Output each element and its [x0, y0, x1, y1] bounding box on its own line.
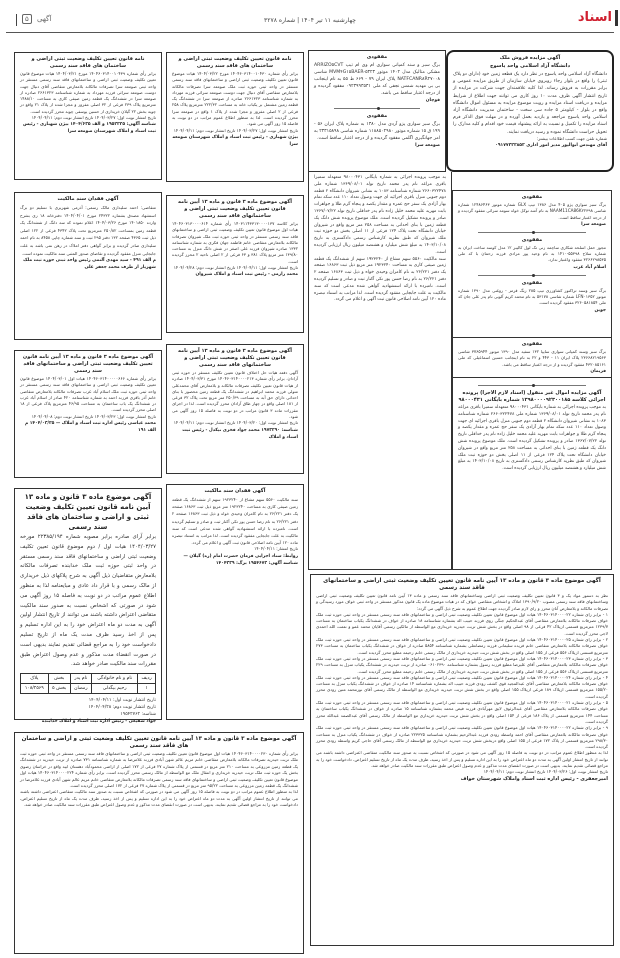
- ad-title: نامه قانون تعیین تکلیف وضعیت ثبتی اراضی و ساختمان های فاقد سند رسمی: [178, 56, 292, 69]
- ad-signature: روابط: ستاد اجرایی فرمان حضرت امام (ره) گیلان — شناسه آگهی: ۱۹۵۴۶۷۳ برگ: ۱۴۰۴۳۳۹: [183, 553, 298, 566]
- ad-col3-3: [166, 344, 304, 474]
- col-header: بخش: [48, 674, 70, 684]
- ad-body: آگهی دفعه هیات حل اختلاف قانون تعیین تکلیف مستقر در حوزه ثبتی آزادان. برابر رأی شماره ۱۴۰۴۶۰۳۱۴۰۰۰۰۲۱۳ مورخ ۱۴۰۴/۰۳/۳۱ صادره از هیات قانون تعیین تکلیف تصرفات مالکانه و بلامعارض آقای محمدعلی متولی فرزند محمد ابراهیم در ششدانگ یک قطعه زمین محصور با بنای احداثی دارای حق آبه به مساحت ۲۵۰/۳۹ متر مربع تحت پلاک ۳۲ فرعی از ۱۸۱ اصلی واقع در چهار طاق آزادان محرز گردیده است. لذا در اجرای مقررات ماده ۳ قانون مراتب در دو نوبت به فاصله ۱۵ روز آگهی می شود.: [172, 370, 299, 420]
- ad-sale-auction: [446, 50, 614, 172]
- ad-title: آگهی مزایده فروش ملک: [499, 55, 561, 61]
- ad-title: آگهی موضوع ماده ۳ قانون و ماده ۱۳ آیین نامه قانون تعیین تکلیف وضعیت ثبتی اراضی و ساختمانهای فاقد سند رسمی: [178, 348, 292, 368]
- col-header: نام و نام خانوادگی: [92, 674, 138, 684]
- date-first: تاریخ انتشار نوبت اول: ۱۴۰۴/۰۴/۱۱: [88, 698, 156, 704]
- notice-place: صومعه سرا: [415, 143, 440, 148]
- ad-signature: محمد رازمی - رئیس ثبت اسناد و املاک شیروان: [195, 272, 298, 278]
- ad-col4-3: [14, 350, 162, 478]
- notice-place: صومعه سرا: [581, 221, 606, 227]
- col-header: ردیف: [138, 674, 156, 684]
- ad-body: برابر کلاسه ۱۴۰۳۱۱۴۳۳۱۳۰۰۰۰۱۳۷ رأی شماره ۱۴۰۴۶۰۳۱۳۰۰۰۰۶۱۴ هیات اول موضوع قانون تعیین تکلیف وضعیت ثبتی اراضی و ساختمانهای فاقد سند رسمی مستقر در واحد ثبتی حوزه ثبت ملک شیروان تصرفات مالکانه بلامعارض متقاضی خانم فاطمه جهان فکری به شماره شناسنامه ۱۳۳۲ صادره شیروان فرزند علی اصغر در شش دانگ منزل به مساحت ۱۳۹/۸۰ متر مربع پلاک ۳۸۱ و ۶۳ فرعی از ۲ اصلی ناحیه ۲ محرز گردیده است.: [172, 221, 298, 264]
- contact-label: شماره تلفن جهت کسب اطلاعات بیشتر:: [536, 135, 607, 141]
- ruling-item: ۲ - برابر رای شماره ۱۴۰۴۶۰۳۱۴۰۰۰۰۲۵ هیات اول موضوع قانون تعیین تکلیف وضعیت ثبتی اراضی و ساختمانهای فاقد سند رسمی مستقر در واحد ثبتی حوزه ثبت ملک خواف تصرفات مالکانه بلامعارض متقاضی خانم فریده سلیمانی فرزند رمضانعلی بشماره شناسنامه ۵۸۵۴ صادره از خواف در ششدانگ یکباب ساختمان به مساحت ۲۷۳ مترمربع قسمتی ازپلاک ۵۵۶ فرعی از ۱۵۵ اصلی واقع در بخش شش تربت حیدریه خریداری از مالک رسمی خانم رحیمه مطیع محرز گردیده است.: [316, 637, 608, 655]
- ad-subtitle: دانشگاه آزاد اسلامی واحد یاسوج: [489, 63, 571, 69]
- page-header: [0, 0, 620, 30]
- cell: رمضان: [70, 684, 91, 694]
- ad-dates: تاریخ انتشار نوبت اول: ۱۴۰۴/۰۳/۲۷ تاریخ انتشار نوبت دوم: ۱۴۰۴/۰۴/۱۱: [31, 115, 156, 121]
- ruling-item: ۳ - برابر رای شماره ۱۴۰۴۶۰۳۱۴۰۰۰۰۲۳ هیات اول موضوع قانون تعیین تکلیف وضعیت ثبتی اراضی و ساختمانهای فاقد سند رسمی مستقر در واحد ثبتی حوزه ثبت ملک خواف تصرفات مالکانه بلامعارض متقاضی آقای علیرضا مطیع فرزند رسول بشماره شناسنامه ۰۶۱۰۲۳۹۰ صادره از تربت حیدریه در ششدانگ یکباب منزل به مساحت ۲۲۹ مترمربع قسمتی ازپلاک ۵۵۶ فرعی از ۱۵۵ اصلی واقع در بخش شش تربت حیدریه خریداری از مالک رسمی خانم رحیمه مطیع محرز گردیده است.: [316, 655, 608, 674]
- notice-title: مفقودی: [521, 341, 543, 347]
- notice-place: جوین: [594, 307, 606, 313]
- lost-notice: [458, 237, 606, 271]
- ad-body: دانشگاه آزاد اسلامی واحد یاسوج در نظر دارد یک قطعه زمین خود (دارای دو پلاک ثبتی) را واقع در بلوار رجاء روبروی خیابان سازمان از طریق مزایده عمومی و برابر مقررات به فروش رساند. لذا کلیه علاقمندان جهت شرکت در مزایده از تاریخ انتشار آگهی ظرف مدت ۱۰ روز کاری می توانند جهت اطلاع از شرایط مزایده و دریافت اسناد مزایده و رویت موضوع مزایده به مسئول اموال دانشگاه واقع در بلوار - کیلومتر ۵ جاده سی سخت - ساختمان مدیریت دانشگاه آزاد اسلامی واحد یاسوج مراجعه و بازدید بعمل آورده و در مهلت فوق الذکر فرم اسناد مزایده را تکمیل و نسبت به ارائه پیشنهاد قیمت خود اقدام و کلیه مدارک را تحویل حراست دانشگاه نموده و رسید دریافت نمایند.: [453, 72, 608, 135]
- contact-info: آقای مهندس ابوالپور مدیر امور اداری ۰۹۱۷۷۲۲۲۸۵۲: [495, 143, 607, 149]
- ad-dates: تاریخ انتشار نوبت اول: ۱۴۰۴/۰۴/۱۱ تاریخ انتشار نوبت دوم: ۱۴۰۴/۰۴/۲۸: [173, 265, 298, 271]
- header-divider: [6, 32, 614, 33]
- ad-table-notice: [14, 488, 162, 725]
- logo-bar: [615, 10, 618, 26]
- lost-docs-group-1: [452, 190, 612, 338]
- cell: بخش ۵: [48, 684, 70, 694]
- ad-signature: م الف ۴۹۱ - سید مهدی آلتمی رئیس واحد ثبتی حوزه ثبت ملک شهریار از طرف محمد جعفر علی: [23, 258, 156, 271]
- ad-signature: شناسه: ۱۹۷۳۲۹۰ محمد جواد فخری نیکدل - رئیس ثبت اسناد و املاک: [182, 427, 298, 440]
- ad-dates: تاریخ انتشار نوبت اول: ۱۴۰۴/۰۳/۲۳ تاریخ انتشار نوبت دوم: ۱۴۰۴/۰۴/۰۸: [31, 413, 156, 419]
- ad-dates: تاریخ انتشار نوبت اول: ۱۴۰۴/۰۳/۲۶ تاریخ انتشار نوبت دوم: ۱۴۰۴/۰۴/۱۱: [483, 769, 608, 775]
- ad-closing: لذا به منظور اطلاع عموم مراتب در دو نوبت به فاصله ۱۵ روز آگهی می شود در صورتی که اشخاص نسبت به صدور سند مالکیت متقاضی اعتراضی داشته باشند می توانند از تاریخ انتشار اولین آگهی به مدت دو ماه اعتراض خود را به این اداره تسلیم و پس از اخذ رسید، ظرف مدت یک ماه از تاریخ تسلیم اعتراض، دادخواست خود را به مراجع قضائی تقدیم نمایند. بدیهی است در صورت انقضای مدت مذکور و عدم وصول اعتراض طبق مقررات سند مالکیت صادر خواهد شد.: [316, 750, 608, 769]
- notice-title: مفقودی: [366, 54, 388, 60]
- cell: ۱۰۸/۲۵۶۹: [21, 684, 49, 694]
- ad-col3-4: [166, 484, 304, 720]
- ad-body-continued: سند مالکیت ۵۵۶۰ سهم مشاع از ۱۹۲۳۲۴۰ سهم از ششدانگ یک قطعه زمین صیفی کاری به مساحت ۱۹۲۳۲۴۰ متر مربع ذیل ثبت ۱۶۸۶۳ صفحه یک دفتر ۲۶/۲۲۱ به نام کامران وحیدی خواه و ذیل ثبت ۱۶۸۶۳ صفحه ۲ دفتر ۲۶/۲۲۱ به نام رضا حسن پور تکی آکنار ثبت و صادر و تسلیم گردیده است. نامبرده با ارائه استشهادیه گواهی شده مدعی است که سند مالکیت به علت جابجایی مفقود گردیده است. لذا مراتب به استناد تبصره ماده ۱۲۰ آیین نامه اصلاحی قانون ثبت آگهی و اعلام می گردد.: [314, 256, 447, 303]
- ad-title: آگهی موضوع ماده ۳ قانون و ماده ۱۳ آیین نامه قانون تعیین تکلیف وضعیت ثبتی اراضی و ساختمانهای فاقد سند رسمی: [323, 578, 601, 591]
- col-header: نام پدر: [70, 674, 91, 684]
- ad-title: آگهی مزایده اموال غیر منقول (اسناد لازم الاجرا) پرونده اجرائی کلاسه ۱۳۹۸۰۰۰۰۹۲۳۰۰۱۸۵ شماره بایگانی ۹۸۰۰۰۴۳۱: [458, 390, 606, 403]
- ad-dates: تاریخ انتشار نوبت اول: ۱۴۰۴/۰۳/۲۰ تاریخ انتشار نوبت دوم: ۱۴۰۴/۰۴/۱۱: [173, 420, 298, 426]
- notice-body: مجوز حمل اسلحه شکاری ساچمه زنی تک لول کالیبر ۱۲ مدل کوسه ساخت ایران به شماره سلاح ۵۵۳۹۸-۱۴۱۰ به نام وحید پور مرادی فرزند رحمان با کد ملی ۳۲۶۶۲۹۸۵۳۵ مفقود واعتبار ندارد.: [458, 244, 607, 263]
- ad-bottom-left: [14, 732, 304, 954]
- ad-body: برابر رأی شماره ۱۴۰۴۶۰۳۱۴۰۰۱۰۴۳۰ مورخ ۱۴۰۴/۰۳/۲۲ هیات موضوع قانون تعیین تکلیف وضعیت ثبتی اراضی و ساختمانهای فاقد سند رسمی مستقر در واحد ثبتی حوزه ثبت ملک صومعه سرا تصرفات مالکانه بلامعارض متقاضی آقای دنیال جهت دوست صومعه سرائی فرزند مهرداد به شماره شناسنامه ۲۶۶۱۳۲۳ صادره از صومعه سرا در ششدانگ یک قطعه زمین مشتمل بر یکباب خانه به مساحت ۲۲۲/۳۲ مترمربع پلاک ۲۵۸ فرعی از ۲ اصلی مفروز و مجزا شده از پلاک ۱ واقع در صومعه سرا محرز گردیده است. لذا به منظور اطلاع عموم مراتب در دو نوبت به فاصله ۱۵ روز آگهی می شود.: [172, 71, 299, 127]
- ad-continuation: [308, 172, 452, 570]
- notice-place: قوچان: [425, 98, 440, 103]
- ad-body: برابر آرای صادره برابر مصوبه شماره ۲۲۳۸۵/۱۹۴ مورخه ۱۴۰۴/۰۳/۲۷ هیات اول / دوم موضوع قانون تعیین تکلیف وضعیت ثبتی اراضی و ساختمانهای فاقد سند رسمی مستقر در واحد ثبتی حوزه ثبت ملک خدابنده تصرفات مالکانه بلامعارض متقاضیان ذیل آگهی به شرح پلاکهای ذیل خریداری از مالک رسمی و با قرار داد عادی و مبایعنامه لذا به منظور اطلاع عموم مراتب در دو نوبت به فاصله ۱۵ روز آگهی می شود در صورتی که اشخاص نسبت به صدور سند مالکیت متقاضی اعتراض داشته باشند می توانند از تاریخ انتشار اولین آگهی به مدت دو ماه اعتراض خود را به این اداره تسلیم و پس از اخذ رسید ظرف مدت یک ماه از تاریخ تسلیم دادخواست خود را به مراجع قضائی تقدیم نمایند بدیهی است در صورت انقضاء مدت مذکور و عدم وصول اعتراض طبق مقررات سند مالکیت صادر خواهد شد.: [20, 534, 156, 668]
- page-number: ۵: [22, 14, 32, 24]
- separator: [478, 232, 586, 233]
- ad-title: آگهی موضوع ماده ۳ قانون و ماده ۱۳ آیین نامه قانون تعیین تکلیف وضعیت ثبتی اراضی و ساختمانهای فاقد سند رسمی: [178, 199, 292, 219]
- ad-col4-1: [14, 52, 162, 180]
- ad-intro: نظر به دستور مواد یک و ۳ قانون تعیین تکلیف وضعیت ثبتی اراضی وساختمانهای فاقد سند رسمی و ماده ۱۳ آیین نامه قانون تعیین تکلیف وضعیت ثبتی اراضی وساختمانهای فاقد سند رسمی مصوب ۱۳۹۰/۹/۲۰ املاک و اشخاص متقاضی خواف که در هیات موضوع ماده یک قانون مذکور مستقر در واحد ثبتی خواف مورد رسیدگی و تصرفات مالکانه و بلامعارض آنان محرز و رای لازم صادر گردیده جهت اطلاع عموم به شرح ذیل آگهی می گردد:: [316, 593, 608, 611]
- ad-col4-2: [14, 192, 162, 340]
- ad-title: نامه قانون تعیین تکلیف وضعیت ثبتی اراضی و ساختمان های فاقد سند رسمی: [31, 56, 145, 69]
- ad-body: برابر رأی شماره ۱۴۰۴۶۰۳۱۴۰۰۱۰۴۳۹ مورخ ۱۴۰۴/۰۳/۲۱ هیات موضوع قانون تعیین تکلیف وضعیت ثبتی اراضی و ساختمانهای فاقد سند رسمی مستقر در واحد ثبتی صومعه سرا تصرفات مالکانه بلامعارض متقاضی آقای دنیال جهت دوست صومعه سرائی فرزند مهرداد به شماره شناسنامه ۲۶۶۱۳۲۳ صادره از صومعه سرا در ششدانگ یک قطعه زمین صیفی کاری به مساحت ۱۴۸۸/۱۰ مترمربع پلاک ۲۳۹ فرعی از ۳۲ اصلی مفروز و مجزا شده از پلاک ۲۱ واقع در چوبه بخش ۲۲ گیلان خریداری از حسین یوسفی چوبه محرز گردیده است.: [20, 71, 157, 114]
- notice-title: مفقودی: [521, 194, 543, 200]
- notice-body: برگ سبز وسند تراکتور کشاورزی تیپ ۲۸۵ رنگ قرمز - روغنی مدل ۱۳۹۰ شماره موتور LFN۰۱۳۵۲ شماره شاسی ۵۳۱۷۸ به نام محمد کریم آلویی نام پدر علی جان کد ملی ۳۲۶۰۵۸۱۸۵۴ مفقود گردیده است.: [458, 287, 607, 306]
- lost-docs-group-1b: [452, 338, 612, 378]
- ad-body: برابر رأی شماره ۱۴۰۴۶۰۳۱۴۰۰۰۰۰۶۶۶ هیات اول ۱۴۰۴/۰۳/۰۱ موضوع قانون تعیین تکلیف وضعیت ثبتی اراضی و ساختمانهای فاقد سند رسمی مستقر در واحد ثبتی حوزه ثبت ملک اسلام آباد غرب تصرفات مالکانه بلامعارض متقاضی خانم آذر باقری فرزند احمد به شماره شناسنامه ۴۲۰ صادر از اسلام آباد غرب در ششدانگ یک باب ساختمان به مساحت ۴۶/۹۵ مترمربع پلاک فرعی از ۱۸ اصلی محرز گردیده است.: [20, 376, 157, 413]
- notice-body: برگ سبز و سند کمپانی سواری ام وی ام تیپ ARRIZO۵CVT مشکی متالیک مدل ۱۴۰۲ موتور MVM۴G۱۵BAER-۵۳۲۳ شاسی NATFCANR۸R۲۷۰۰۸ پلاک ایران ۷۹ - ۶۶۹ ط ۵۵ به نام اینجانب بی بی مهدیه شمس نجفی کد ملی ۰۹۲۳۹۹۳۵۳۱ مفقود گردیده و از درجه اعتبار ساقط می باشد.: [314, 63, 440, 96]
- lost-notice: [458, 280, 606, 314]
- ad-dates: تاریخ انتشار: ۱۴۰۴/۰۴/۱۱: [254, 546, 298, 552]
- separator: [478, 275, 586, 276]
- section-label: [22, 14, 51, 24]
- ad-signature: بیژن شهبازی - رئیس ثبت اسناد و املاک شهرستان صومعه سرا: [172, 134, 298, 147]
- ad-signature: محمد عباسی رئیس اداره ثبت اسناد و املاک — ۱۴۰۴/۰۳/۲۵ م الف ۱۹۱: [24, 421, 156, 434]
- notice-body: برگ سبز وسند کمپانی سواری سایپا ۱۳۲ سفید مدل ۱۳۹۰ موتور ۳۷۶۵۹۴۴ شاسی ۲۳۶۶۸۲۱۹۵۶۳ پلاک ایران ۱۱ - ۴۴۳ و ۲۲ به نام اینجانب حسین اسماعیلی کد ملی ۴۳۲۰۸۵۱۶۱ مفقود گردیده و از درجه اعتبار ساقط می باشد.: [458, 349, 606, 367]
- ad-body: به موجب پرونده اجرائی به شماره بایگانی ۹۸۰۰۰۴۳۱ متعهدله سمیرا باقری مراغه نام پدر محمد تاریخ تولد ۱۳۶۹/۰۸/۰۱ شماره ملی ۲۶۶۰۳۲۲۴۷۸ شماره شناسنامه ۱۰۸۳ به نشانی شیروان دانشگاه ۲ قطعه دوم جنوبی منزل باقری اجرائیه ای جهت وصول تعداد ۱۱۰ عدد سکه تمام بهار آزادی یک سفر حج عمره و مقدار یکصد و پنجاه گرم طلا و جواهرات بابت مهریه علیه محمد خلیل زاده نام پدر خداقلی تاریخ تولد ۱۳۶۷/۰۷/۲۲ صادر و پرونده تشکیل گردیده است. ملک موضوع پرونده شش دانگ یک قطعه زمین با بنای احداثی به مساحت ۲۵۸ متر مربع واقع در شیروان خیابان دانشگاه تحت پلاک ۱۲۴ فرعی از ۱۱ اصلی بخش دو حوزه ثبت ملک شیروان که طبق نظریه کارشناس رسمی دادگستری به تاریخ ۱۴۰۳/۱۰/۰۸ به مبلغ شش میلیارد و هشتصد میلیون ریال ارزیابی گردیده است.: [458, 405, 607, 472]
- table-row: [21, 684, 156, 694]
- ad-body: برابر رأی شماره ۱۴۰۴۶۰۳۱۴۰۰۰۰۲۳۰ هیات اول موضوع قانون تعیین تکلیف وضعیت ثبتی اراضی و ساختمانهای فاقد سند رسمی مستقر در واحد ثبتی حوزه ثبت ملک تربت حیدریه تصرفات مالکانه بلامعارض متقاضی خانم مریم عالم شهن آبادی فرزند غلامرضا به شماره شناسنامه ۷۳۱ صادره از تربت حیدریه در ششدانگ یک قطعه زمین مزروعی به مساحت ۲۱۰ متر مربع در قسمتی از پلاک شماره ۲۷ فرعی از ۱۷۲ اصلی از اراضی محمودآباد دهستان ابیه واقع در خراسان رضوی بخش یک حوزه ثبت ملک تربت حیدریه خریداری و انتقال ملک مع الواسطه از مالک رسمی محرز گردیده است. برابر رأی شماره ۱۴۰۴۶۰۳۱۴۰۰۰۰۲۲۴ هیات اول موضوع قانون تعیین تکلیف وضعیت ثبتی اراضی و ساختمانهای فاقد سند رسمی تصرفات مالکانه بلامعارض متقاضی خانم مریم عالم شهن آبادی فرزند غلامرضا در ششدانگ یک قطعه زمین مزروعی به مساحت ۹۵/۲۲ متر مربع در قسمتی از پلاک شماره ۲۷ فرعی از ۱۷۲ اصلی محرز گردیده است.: [20, 751, 299, 789]
- owners-table: [20, 673, 156, 694]
- ad-col3-2: [166, 195, 304, 333]
- ruling-item: ۵ - برابر رای شماره ۱۴۰۴۶۰۳۱۴۰۰۰۰۲۱ هیات اول موضوع قانون تعیین تکلیف وضعیت ثبتی اراضی و ساختمانهای فاقد سند رسمی مستقر در واحد ثبتی حوزه ثبت ملک خواف تصرفات مالکانه بلامعارض متقاضی آقای عبدالرئوف لایق مهرآبادی فرزند فیض محمد بشماره شناسنامه ۱۵ صادره از خواف در ششدانگ یکباب ساختمان به مساحت ۱۴۴ مترمربع قسمتی از پلاک ۱۸۶ فرعی از ۱۵۴ اصلی واقع در بخش شش تربت حیدریه خریداری مع الواسطه از مالک رسمی آقای عبدالصمد عبدالله محرز گردیده است.: [316, 700, 609, 724]
- page-bar: [16, 14, 17, 26]
- newspaper-logo: اسناد: [577, 10, 612, 25]
- date-second: تاریخ انتشار نوبت دوم: ۱۴۰۴/۰۴/۲۸: [88, 705, 156, 711]
- ad-body-continued: به موجب پرونده اجرائی به شماره بایگانی ۹۸۰۰۰۴۳۱ متعهدله سمیرا باقری مراغه نام پدر محمد تاریخ تولد ۱۳۶۹/۰۸/۰۱ شماره ملی ۲۶۶۰۳۲۲۴۷۸ شماره شناسنامه ۱۰۸۳ به نشانی شیروان دانشگاه ۲ قطعه دوم جنوبی منزل باقری اجرائیه ای جهت وصول تعداد ۱۱۰ عدد سکه تمام بهار آزادی یک سفر حج عمره و مقدار یکصد و پنجاه گرم طلا و جواهرات بابت مهریه علیه محمد خلیل زاده نام پدر خداقلی تاریخ تولد ۱۳۶۷/۰۷/۲۲ صادر و پرونده تشکیل گردیده است. ملک موضوع پرونده شش دانگ یک قطعه زمین با بنای احداثی به مساحت ۲۵۸ متر مربع واقع در شیروان خیابان دانشگاه تحت پلاک ۱۲۴ فرعی از ۱۱ اصلی بخش دو حوزه ثبت ملک شیروان که طبق نظریه کارشناس رسمی دادگستری به تاریخ ۱۴۰۳/۱۰/۰۸ به مبلغ شش میلیارد و هشتصد میلیون ریال ارزیابی گردیده است.: [314, 175, 447, 255]
- notice-title: مفقودی: [521, 279, 543, 286]
- ad-signature: جواد شفیعی - رئیس اداره ثبت اسناد و املاک خدابنده: [41, 719, 156, 725]
- notice-id: شناسه: ۱۹۵۴۲۷۶۲: [120, 712, 156, 718]
- notice-title: مفقودی: [366, 113, 388, 119]
- lost-docs-group-2: [308, 50, 446, 172]
- ruling-item: ۹ - برابر رای شماره ۱۴۰۴۶۰۳۱۴۰۰۰۰۲۲ هیات اول موضوع قانون تعیین تکلیف وضعیت ثبتی اراضی و ساختمانهای فاقد سند رسمی مستقر در واحد ثبتی حوزه ثبت ملک خواف تصرفات مالکانه بلامعارض متقاضی آقای احمد واسطه رودی فرزند عبدالرحیم بشماره شناسنامه ۲۲۳۳۲۵ صادره از خواف در ششدانگ یکباب منزل به مساحت ۲۹۸/۳۰ مترمربع قسمتی از پلاک ۱۷۲ فرعی از ۱۵۵ اصلی واقع دربخش شش تربت حیدریه خریداری مع الواسطه از مالک رسمی آقای حاجی کریم واسطه رودی محرز گردیده است.: [316, 725, 608, 750]
- ad-title: آگهی موضوع ماده ۳ قانون و ماده ۱۳ آیین نامه قانون تعیین تکلیف وضعیت ثبتی و اراضی و ساختمان های فاقد سند رسمی: [24, 493, 152, 531]
- separator: [478, 385, 586, 386]
- lost-notice: [458, 194, 606, 228]
- ad-col3-1: [166, 52, 304, 182]
- ad-signature: شناسه آگهی: ۱۹۵۲۲۲۵ و الف ۱۴۰۴/۶۳۵ بیژن شهبازی - رئیس ثبت اسناد و املاک شهرستان صومعه سرا: [22, 122, 156, 135]
- ad-body: سند مالکیت ۵۵۶۰ سهم مشاع از ۱۹۲۳۲۴۰ سهم از ششدانگ یک قطعه زمین صیفی کاری به مساحت ۱۹۲۳۲۴۰ متر مربع ذیل ثبت ۱۶۸۶۳ صفحه یک دفتر ۲۶/۲۲۱ به نام کامران وحیدی خواه و ذیل ثبت ۱۶۸۶۳ صفحه ۲ دفتر ۲۶/۲۲۱ به نام رضا حسن پور تکی آکنار ثبت و صادر و تسلیم گردیده است. نامبرده با ارائه استشهادیه گواهی شده مدعی است که سند مالکیت به علت جابجایی مفقود گردیده است. لذا مراتب به استناد تبصره ماده ۱۲۰ آیین نامه اصلاحی قانون ثبت آگهی و اعلام می گردد.: [172, 497, 298, 546]
- ad-execution-auction: [452, 378, 612, 570]
- ad-signature: امیرجعفری - رئیس اداره ثبت اسناد واملاک شهرستان خواف: [460, 775, 608, 782]
- notice-place: اسلام آباد غرب: [573, 264, 606, 270]
- ad-title: آگهی فقدان سند مالکیت: [204, 488, 266, 494]
- ad-title: آگهی موضوع ماده ۳ قانون و ماده ۱۳ آیین نامه قانون تعیین تکلیف وضعیت ثبتی اراضی و ساختمانهای فاقد سند رسمی: [22, 354, 154, 374]
- cell: رحیم بیگدلی: [92, 684, 138, 694]
- ad-body: متقاضی: احمد سلیدازی مالک رسمی: آذرمی شهریری با تسلیم دو برگ استشهاد مصدق بشماره ۲۴۳۲۲ مورخ ۱۴۰۴/۰۴/۰۱ دفترخانه ۱۸ ری بشرح وارده ۱۴۰۱۸۵۰ مورخ ۱۴۰۴/۰۳/۲۶ اعلام نموده که سه دانگ از ششدانگ یک قطعه زمین بمساحت ۲۵۰/۸۲ مترمربع تحت پلاک ۴۳۴۲ فرعی از ۱۲۲ اصلی ذیل ثبت ۴۳۶۵ صفحه ۱۳۲ دفتر ۲۹۵ ثبت و سند شماره چاپی ۸۴۵۸ به نام احمد سلیدازی صادر گردیده و برابر گواهی دفتر املاک در رهن نمی باشد به علت جابجایی منزل مفقود گردیده و تقاضای صدور المثنی سند مالکیت نموده است.: [20, 205, 156, 256]
- table-header-row: [21, 674, 156, 684]
- ruling-item: ۴ - برابر رای شماره ۱۴۰۴۶۰۳۱۴۰۰۰۰۲۴ هیات اول موضوع قانون تعیین تکلیف وضعیت ثبتی اراضی و ساختمانهای فاقد سند رسمی مستقر در واحد ثبتی حوزه ثبت ملک خواف تصرفات مالکانه بلامعارض متقاضی آقای عبدالمجید قوی کشف رودی فرزند حبیب اله بشماره شناسنامه ۱۴ صادره از خواف در ششدانگ یکباب منزل به مساحت ۱۵۵/۲۰ مترمربع قسمتی ازپلاک ۱۸۹ فرعی ازپلاک ۱۵۵ اصلی واقع در بخش شش تربت حیدریه خریداری مع الواسطه از مالک رسمی آقای نورمحمد متین رودی محرز گردیده است.: [316, 674, 609, 699]
- ad-body-cont: لذا به منظور اطلاع عموم مراتب در دو نوبت به فاصله ۱۵ روز آگهی می شود در صورتی که اشخاص نسبت به صدور سند مالکیت متقاضی اعتراضی داشته باشند می توانند از تاریخ انتشار اولین آگهی به مدت دو ماه اعتراض خود را به این اداره تسلیم و پس از اخذ رسید، ظرف مدت یک ماه از تاریخ تسلیم اعتراض، دادخواست خود را به مراجع قضائی تقدیم نمایند. بدیهی است در صورت انقضای مدت مذکور و عدم وصول اعتراض طبق مقررات سند مالکیت صادر خواهد شد.: [20, 789, 298, 808]
- notice-title: مفقودی: [521, 236, 543, 243]
- notice-place: فریمان: [590, 368, 606, 374]
- ruling-item: ۱ - برابر رای شماره ۱۴۰۴۶۰۳۱۴۰۰۰۰۲۲ هیات اول موضوع قانون تعیین تکلیف وضعیت ثبتی اراضی و ساختمانهای فاقد سند رسمی مستقر در واحد ثبتی حوزه ثبت ملک خواف تصرفات مالکانه بلامعارض متقاضی آقای عبدالحکیم جنگی روی فرزند حبیب اله بشماره شناسنامه ۱۸ صادره از خواف در ششدانگ یکباب ساختمان به مساحت ۱۲۳۹/۷ مترمربع قسمتی ازپلاک ۴۲ فرعی از ۹۸ اصلی واقع در بخش شش تربت حیدریه خریداری مع الواسطه از مالکین رسمی آقایان محمد عمو و نعمت الله احمدی لاجی محرز گردیده است.: [316, 611, 608, 636]
- ad-dates: تاریخ انتشار نوبت اول: ۱۴۰۴/۰۳/۲۷ تاریخ انتشار نوبت دوم: ۱۴۰۴/۰۴/۱۱: [173, 127, 298, 133]
- notice-body: برگ سبز سواری پژو آردی مدل ۱۳۸۰ به شماره پلاک ایران ۵۶ - ۱۹۹ ق ۱۵ شماره موتور ۱۱۸۸۵۰۲۹۸۰ شماره شاسی ۲۳۳۱۵۸۹۸ به امر جهانگیری اگلمی مفقود گردیده و از درجه اعتبار ساقط است.: [314, 122, 440, 141]
- separator: [334, 108, 420, 109]
- issue-info: چهارشنبه ۱۱ تیر ۱۴۰۴ | شماره ۳۲۷۸: [264, 17, 356, 24]
- cell: ۱: [138, 684, 156, 694]
- section-name: آگهی: [37, 15, 52, 23]
- ad-bottom-right: [310, 574, 614, 946]
- ad-title: آگهی موضوع ماده ۳ قانون و ماده ۱۳ آیین نامه قانون تعیین تکلیف وضعیت ثبتی و اراضی و ساختمان های فاقد سند رسمی: [21, 736, 297, 749]
- ad-title: آگهی فقدان سند مالکیت: [57, 196, 119, 202]
- col-header: پلاک: [21, 674, 49, 684]
- notice-body: برگ سبز سواری پژو ۴۰۵ مدل ۱۳۸۶ تیپ GLX شماره موتور ۱۲۴۸۶۴۶۳ شماره شاسی NAAM11CA86K۲۲۳۹۸ به نام آمنه توکل خواه سومه سرائی مفقود گردیده و از درجه اعتبار ساقط است.: [458, 202, 606, 220]
